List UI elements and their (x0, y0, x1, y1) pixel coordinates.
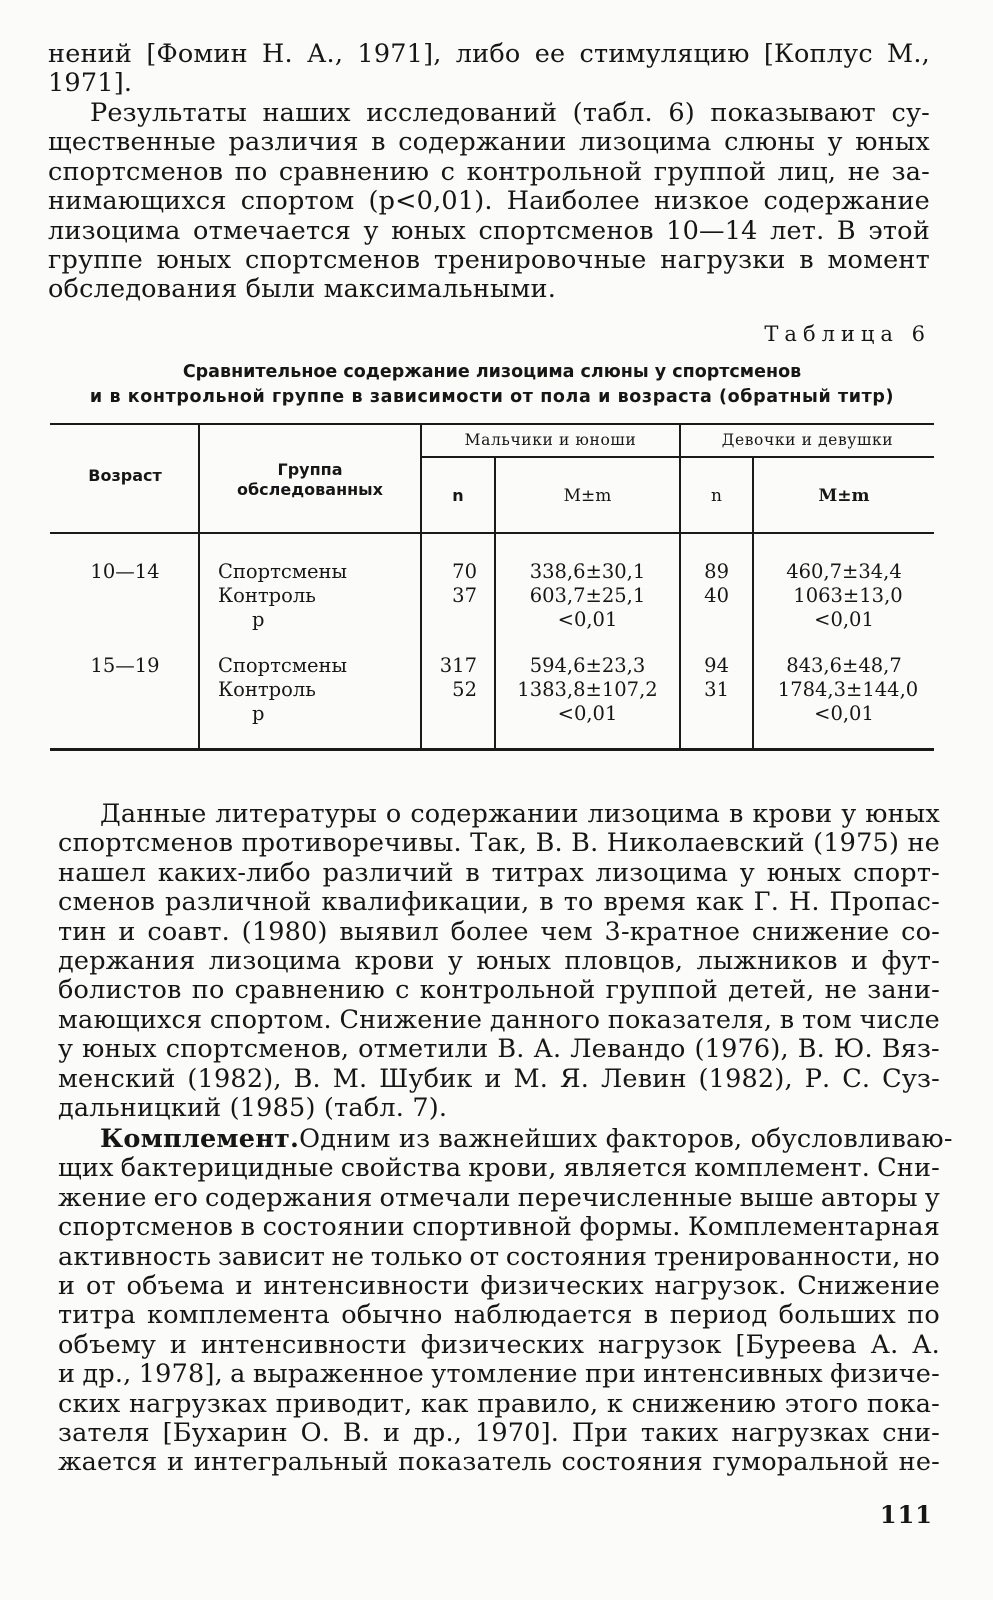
text-line: лизоцима отмечается у юных спортсменов 10—14 лет. В этой (48, 215, 930, 246)
cell-age: 15—19 (90, 654, 160, 677)
text-line: менский (1982), В. М. Шубик и М. Я. Левин (1982), Р. С. Суз- (58, 1063, 940, 1094)
header-n-boys: n (452, 486, 464, 505)
text-line: спортсменов противоречивы. Так, В. В. Николаевский (1975) не (58, 828, 940, 859)
cell-m-boys: 603,7±25,1 (529, 584, 646, 607)
text-line: 1971]. (48, 68, 133, 99)
cell-m-girls: <0,01 (814, 702, 874, 725)
header-group (200, 460, 420, 500)
header-group-line: Группа (277, 460, 343, 479)
table-bottom-rule (50, 748, 934, 751)
cell-n-girls: 89 (704, 560, 729, 583)
text-line: группе юных спортсменов тренировочные нагрузки в момент (48, 245, 930, 276)
table-top-rule (50, 423, 934, 425)
text-line: титра комплемента обычно наблюдается в период больших по (58, 1300, 940, 1331)
text-line: щих бактерицидные свойства крови, является комплемент. Сни- (58, 1153, 940, 1184)
cell-group: Контроль (218, 678, 316, 701)
table-caption-line: и в контрольной группе в зависимости от пола и возраста (обратный титр) (89, 387, 895, 407)
table-label: Таблица 6 (764, 322, 931, 346)
text-line: дальницкий (1985) (табл. 7). (58, 1093, 448, 1124)
cell-m-boys: 594,6±23,3 (529, 654, 646, 677)
header-boys: Мальчики и юноши (464, 431, 637, 449)
header-group-line: обследованных (237, 480, 383, 499)
cell-group: р (252, 702, 265, 725)
header-m-girls: M±m (818, 486, 870, 506)
cell-n-boys: 37 (452, 584, 477, 607)
text-line: Результаты наших исследований (табл. 6) показывают су- (90, 98, 930, 128)
cell-group: Контроль (218, 584, 316, 607)
cell-n-girls: 40 (704, 584, 729, 607)
text-line: спортсменов по сравнению с контрольной группой лиц, не за- (48, 156, 930, 187)
paragraph-complement (58, 1124, 953, 1478)
text-line: жается и интегральный показатель состояния гуморальной не- (58, 1447, 940, 1478)
page-number: 111 (879, 1500, 933, 1529)
text-line: нашел каких-либо различий в титрах лизоцима у юных спорт- (58, 857, 940, 888)
cell-m-boys: 338,6±30,1 (529, 560, 646, 583)
cell-n-girls: 94 (704, 654, 729, 677)
cell-m-girls: 1063±13,0 (793, 584, 903, 607)
cell-m-girls: 843,6±48,7 (786, 654, 902, 677)
text-line: нимающихся спортом (р<0,01). Наиболее низкое содержание (48, 186, 930, 217)
table-caption (56, 360, 928, 410)
header-m-boys: M±m (563, 486, 612, 506)
table-header-rule (50, 532, 934, 534)
cell-n-boys: 52 (452, 678, 477, 701)
text-line: сменов различной квалификации, в то время как Г. Н. Пропас- (58, 887, 940, 918)
cell-m-boys: <0,01 (557, 608, 618, 631)
paragraph-results (48, 99, 930, 305)
text-line: держания лизоцима крови у юных пловцов, лыжников и фут- (58, 946, 940, 977)
cell-n-girls: 31 (704, 678, 729, 701)
text-line: тин и соавт. (1980) выявил более чем 3-кратное снижение со- (58, 916, 940, 947)
text-line: Данные литературы о содержании лизоцима в крови у юных (100, 799, 940, 829)
text-fragment: Одним из важнейших факторов, обусловливаю- (299, 1124, 953, 1154)
paragraph-literature (58, 800, 940, 1123)
header-age: Возраст (88, 466, 162, 485)
text-line: нений [Фомин Н. А., 1971], либо ее стимуляцию [Коплус М., (48, 39, 930, 69)
cell-age: 10—14 (90, 560, 160, 583)
cell-m-girls: <0,01 (814, 608, 874, 631)
text-line: обследования были максимальными. (48, 274, 557, 305)
cell-m-boys: 1383,8±107,2 (517, 678, 658, 701)
text-line: у юных спортсменов, отметили В. А. Левандо (1976), В. Ю. Вяз- (58, 1034, 940, 1065)
cell-n-boys: 70 (452, 560, 477, 583)
text-line: ских нагрузках приводит, как правило, к снижению этого пока- (58, 1388, 940, 1419)
text-line: спортсменов в состоянии спортивной формы. Комплементарная (58, 1212, 940, 1243)
cell-group: Спортсмены (218, 654, 348, 677)
cell-group: р (252, 608, 265, 631)
header-girls: Девочки и девушки (721, 431, 894, 449)
paragraph-top-tail (48, 40, 930, 99)
text-line (58, 1124, 953, 1154)
section-heading: Комплемент. (100, 1124, 300, 1154)
cell-group: Спортсмены (218, 560, 348, 583)
text-line: объему и интенсивности физических нагрузок [Буреева А. А. (58, 1329, 940, 1360)
text-line: жение его содержания отмечали перечисленные выше авторы у (58, 1182, 940, 1213)
cell-m-boys: <0,01 (557, 702, 618, 725)
text-line: и от объема и интенсивности физических нагрузок. Снижение (58, 1271, 940, 1302)
text-line: болистов по сравнению с контрольной группой детей, не зани- (58, 975, 940, 1006)
text-line: щественные различия в содержании лизоцима слюны у юных (48, 127, 930, 158)
table-subheader-rule (420, 456, 934, 458)
text-line: активность зависит не только от состояния тренированности, но (58, 1241, 940, 1272)
text-line: и др., 1978], а выраженное утомление при интенсивных физиче- (58, 1359, 940, 1390)
header-n-girls: n (711, 486, 722, 506)
text-line: мающихся спортом. Снижение данного показателя, в том числе (58, 1004, 940, 1035)
cell-n-boys: 317 (439, 654, 477, 677)
cell-m-girls: 460,7±34,4 (786, 560, 902, 583)
text-line: зателя [Бухарин О. В. и др., 1970]. При таких нагрузках сни- (58, 1418, 940, 1449)
table-caption-line: Сравнительное содержание лизоцима слюны у спортсменов (182, 362, 802, 382)
cell-m-girls: 1784,3±144,0 (777, 678, 919, 701)
